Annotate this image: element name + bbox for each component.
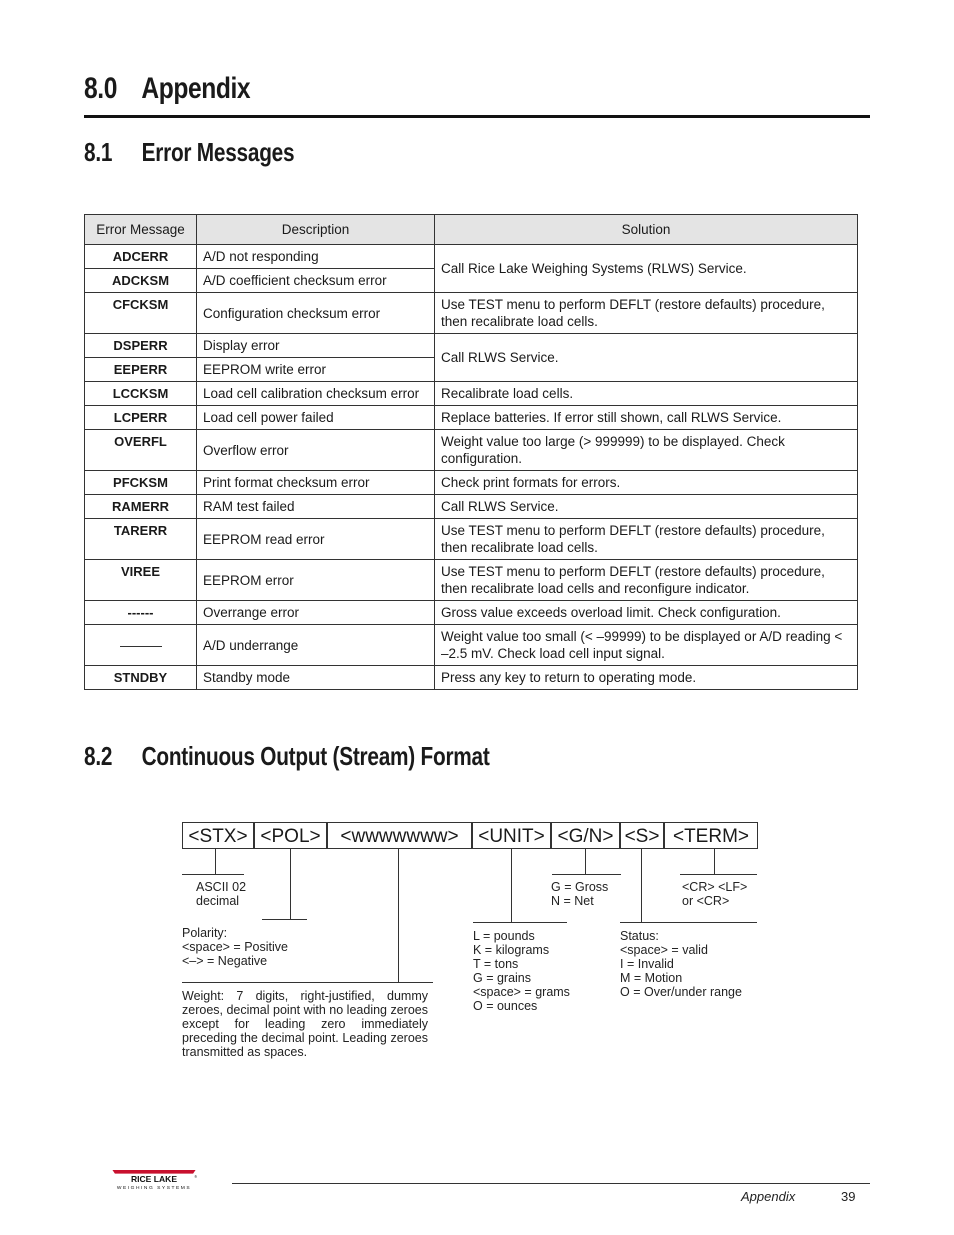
field-term: <TERM> <box>664 822 758 849</box>
table-row <box>85 430 858 471</box>
error-code: RAMERR <box>85 495 197 519</box>
error-description: Standby mode <box>197 666 435 690</box>
underrange-dash-symbol <box>120 646 162 647</box>
note-stx: ASCII 02 decimal <box>196 880 247 908</box>
table-row <box>85 519 858 560</box>
error-solution: Press any key to return to operating mode. <box>435 666 858 690</box>
table-row <box>85 334 858 358</box>
error-description: EEPROM read error <box>197 519 435 560</box>
table-row <box>85 245 858 269</box>
connector-line <box>182 982 433 983</box>
error-solution: Check print formats for errors. <box>435 471 858 495</box>
section-number: 8.1 <box>84 137 113 167</box>
field-stx: <STX> <box>182 822 254 849</box>
note-terminator: <CR> <LF> or <CR> <box>682 880 748 908</box>
chapter-title <box>84 72 250 106</box>
chapter-title-text: Appendix <box>141 72 251 105</box>
chapter-rule <box>84 115 870 118</box>
note-units: L = pounds K = kilograms T = tons G = grains <space> = grams O = ounces <box>473 929 570 1013</box>
connector-line <box>585 849 586 874</box>
error-solution: Call RLWS Service. <box>435 495 858 519</box>
error-code: ADCERR <box>85 245 197 269</box>
connector-line <box>398 849 399 983</box>
error-description: Overflow error <box>197 430 435 471</box>
field-weight: <wwwwwww> <box>327 822 472 849</box>
error-code-underrange <box>85 625 197 666</box>
connector-line <box>473 922 567 923</box>
field-status: <S> <box>620 822 664 849</box>
error-code: OVERFL <box>85 430 197 471</box>
connector-line <box>262 919 307 920</box>
error-description: Print format checksum error <box>197 471 435 495</box>
table-header-row <box>85 215 858 245</box>
error-description: A/D not responding <box>197 245 435 269</box>
column-header: Description <box>197 215 435 245</box>
chapter-number: 8.0 <box>84 72 117 105</box>
table-row <box>85 601 858 625</box>
section-heading-error-messages <box>84 137 294 168</box>
table-row <box>85 406 858 430</box>
error-code: LCPERR <box>85 406 197 430</box>
connector-line <box>620 922 757 923</box>
error-description: A/D underrange <box>197 625 435 666</box>
error-solution: Recalibrate load cells. <box>435 382 858 406</box>
error-solution: Gross value exceeds overload limit. Check configuration. <box>435 601 858 625</box>
footer-section: Appendix <box>741 1189 796 1204</box>
table-row <box>85 666 858 690</box>
table-row <box>85 382 858 406</box>
connector-line <box>182 874 244 875</box>
connector-line <box>215 849 216 874</box>
error-code: VIREE <box>85 560 197 601</box>
section-number: 8.2 <box>84 741 113 771</box>
note-weight: Weight: 7 digits, right-justified, dummy zeroes, decimal point with no leading zeroes except for leading zero immediately preceding the decimal point. Leading zeroes transmitted as spaces. <box>182 989 428 1059</box>
error-code: STNDBY <box>85 666 197 690</box>
section-title: Error Messages <box>141 137 295 167</box>
error-code: CFCKSM <box>85 293 197 334</box>
field-unit: <UNIT> <box>472 822 551 849</box>
note-gross-net: G = Gross N = Net <box>551 880 609 908</box>
rice-lake-logo <box>86 1170 222 1192</box>
error-solution: Call Rice Lake Weighing Systems (RLWS) Service. <box>435 245 858 293</box>
page-number: 39 <box>841 1189 856 1204</box>
error-description: Display error <box>197 334 435 358</box>
error-solution: Call RLWS Service. <box>435 334 858 382</box>
logo-registered-mark: ® <box>194 1174 198 1179</box>
section-title: Continuous Output (Stream) Format <box>141 741 490 771</box>
section-heading-stream-format <box>84 741 490 772</box>
column-header: Solution <box>435 215 858 245</box>
note-polarity: Polarity: <space> = Positive <–> = Negative <box>182 926 288 968</box>
field-gn: <G/N> <box>551 822 620 849</box>
error-description: EEPROM error <box>197 560 435 601</box>
error-code: TARERR <box>85 519 197 560</box>
footer-rule <box>232 1183 870 1184</box>
error-description: Overrange error <box>197 601 435 625</box>
error-solution: Use TEST menu to perform DEFLT (restore defaults) procedure, then recalibrate load cells. <box>435 519 858 560</box>
error-code: EEPERR <box>85 358 197 382</box>
table-row <box>85 293 858 334</box>
error-solution: Weight value too large (> 999999) to be displayed. Check configuration. <box>435 430 858 471</box>
error-code: DSPERR <box>85 334 197 358</box>
error-solution: Use TEST menu to perform DEFLT (restore defaults) procedure, then recalibrate load cells. <box>435 293 858 334</box>
connector-line <box>641 849 642 923</box>
table-row <box>85 560 858 601</box>
error-code: PFCKSM <box>85 471 197 495</box>
field-pol: <POL> <box>254 822 327 849</box>
logo-text: RICE LAKE <box>130 1174 178 1185</box>
error-description: RAM test failed <box>197 495 435 519</box>
table-row <box>85 495 858 519</box>
error-solution: Use TEST menu to perform DEFLT (restore defaults) procedure, then recalibrate load cells and reconfigure indicator. <box>435 560 858 601</box>
error-description: A/D coefficient checksum error <box>197 269 435 293</box>
connector-line <box>552 874 621 875</box>
error-code: LCCKSM <box>85 382 197 406</box>
error-description: EEPROM write error <box>197 358 435 382</box>
connector-line <box>680 874 757 875</box>
table-row <box>85 625 858 666</box>
note-status: Status: <space> = valid I = Invalid M = Motion O = Over/under range <box>620 929 742 999</box>
table-row <box>85 471 858 495</box>
logo-subtext: WEIGHING SYSTEMS <box>116 1185 192 1191</box>
error-code: ------ <box>85 601 197 625</box>
error-messages-table <box>84 214 858 690</box>
column-header: Error Message <box>85 215 197 245</box>
error-solution: Replace batteries. If error still shown, call RLWS Service. <box>435 406 858 430</box>
connector-line <box>511 849 512 923</box>
error-code: ADCKSM <box>85 269 197 293</box>
error-solution: Weight value too small (< –99999) to be displayed or A/D reading < –2.5 mV. Check load cell input signal. <box>435 625 858 666</box>
connector-line <box>714 849 715 874</box>
error-description: Load cell calibration checksum error <box>197 382 435 406</box>
error-description: Load cell power failed <box>197 406 435 430</box>
connector-line <box>290 849 291 920</box>
error-description: Configuration checksum error <box>197 293 435 334</box>
